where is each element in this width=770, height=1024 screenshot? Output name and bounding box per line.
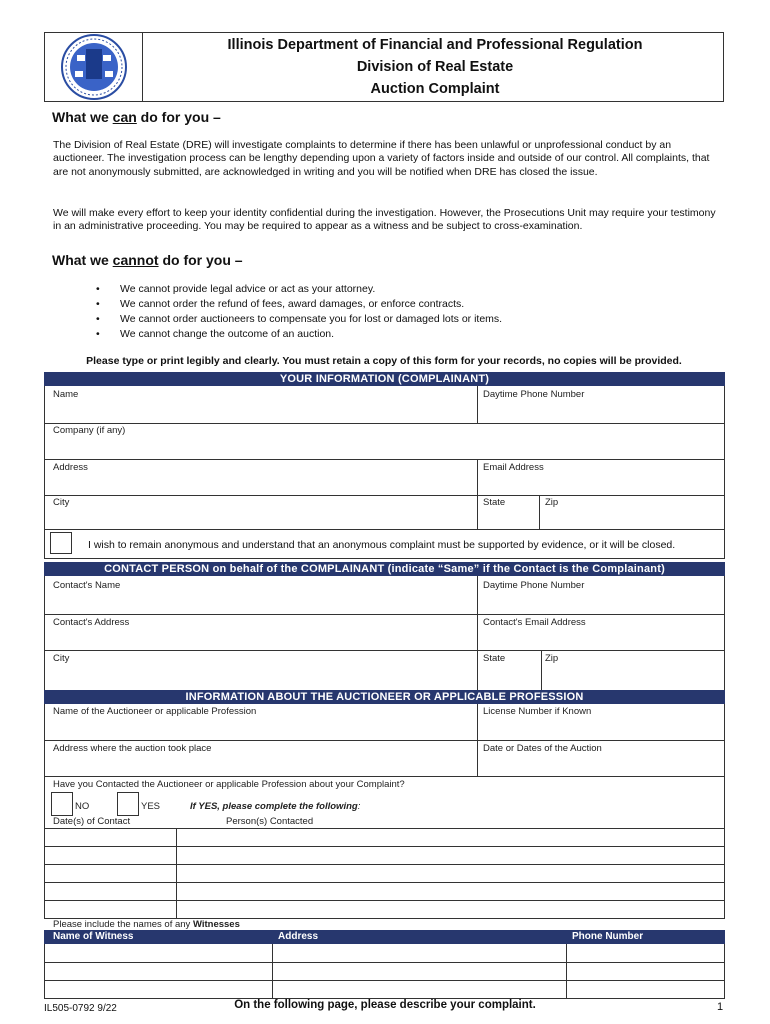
cannot-item: • We cannot order the refund of fees, award damages, or enforce contracts.	[96, 297, 502, 312]
witness-column-divider	[272, 944, 273, 998]
contact-address-field[interactable]: Contact's Address	[53, 617, 130, 628]
form-id: IL505-0792 9/22	[44, 1003, 117, 1014]
form-left-border	[44, 704, 45, 918]
license-number-field[interactable]: License Number if Known	[483, 706, 592, 717]
row-divider	[44, 423, 725, 424]
row-divider	[44, 650, 725, 651]
contacted-question: Have you Contacted the Auctioneer or applicable Profession about your Complaint?	[53, 779, 405, 790]
contact-log-row	[44, 828, 725, 829]
form-left-border	[44, 944, 45, 998]
row-divider	[44, 495, 725, 496]
zip-field[interactable]: Zip	[545, 497, 559, 508]
witness-table-header	[44, 930, 725, 944]
contacted-no-checkbox[interactable]	[51, 792, 73, 816]
city-field[interactable]: City	[53, 497, 70, 508]
contact-name-field[interactable]: Contact's Name	[53, 580, 121, 591]
contact-phone-field[interactable]: Daytime Phone Number	[483, 580, 585, 591]
contact-log-row	[44, 864, 725, 865]
auctioneer-name-field[interactable]: Name of the Auctioneer or applicable Profession	[53, 706, 257, 717]
row-divider	[44, 558, 725, 559]
if-yes-text: If YES, please complete the following	[190, 801, 358, 812]
contact-log-divider	[176, 828, 177, 918]
agency-title: Illinois Department of Financial and Professional Regulation	[227, 37, 643, 53]
witnesses-intro-bold: Witnesses	[192, 919, 240, 930]
can-heading-post: do for you –	[136, 109, 221, 125]
cannot-heading-underlined: cannot	[112, 252, 159, 268]
if-yes-instruction	[190, 801, 360, 812]
cannot-heading	[52, 252, 243, 268]
row-divider	[44, 614, 725, 615]
contact-zip-field[interactable]: Zip	[545, 653, 559, 664]
auction-address-field[interactable]: Address where the auction took place	[53, 743, 212, 754]
state-zip-divider	[541, 650, 542, 690]
state-zip-divider	[539, 495, 540, 529]
row-divider	[44, 740, 725, 741]
state-field[interactable]: State	[483, 497, 506, 508]
cannot-list	[96, 282, 502, 342]
address-field[interactable]: Address	[53, 462, 88, 473]
daytime-phone-field[interactable]: Daytime Phone Number	[483, 389, 585, 400]
form-left-border	[44, 576, 45, 690]
form-left-border	[44, 386, 45, 558]
form-right-border	[724, 576, 725, 690]
yes-label: YES	[141, 801, 161, 812]
name-phone-divider	[477, 386, 478, 423]
form-right-border	[724, 386, 725, 558]
contacted-yes-checkbox[interactable]	[117, 792, 139, 816]
form-right-border	[724, 944, 725, 998]
anonymous-label: I wish to remain anonymous and understand that an anonymous complaint must be supported by evidence, or it will be closed.	[88, 539, 676, 551]
contact-column-divider	[477, 576, 478, 690]
contact-log-row	[44, 900, 725, 901]
witness-row	[44, 962, 725, 963]
next-page-note: On the following page, please describe your complaint.	[234, 999, 536, 1011]
witness-phone-column: Phone Number	[572, 931, 644, 942]
division-title: Division of Real Estate	[356, 59, 514, 75]
witnesses-intro-text: Please include the names of any	[53, 919, 193, 930]
header-divider	[142, 32, 143, 102]
can-heading-underlined: can	[112, 109, 137, 125]
contact-log-row	[44, 882, 725, 883]
form-right-border	[724, 704, 725, 918]
contact-state-field[interactable]: State	[483, 653, 506, 664]
witness-name-column: Name of Witness	[53, 931, 134, 942]
idfpr-seal-logo	[55, 33, 133, 101]
auction-dates-field[interactable]: Date or Dates of the Auction	[483, 743, 602, 754]
can-paragraph-2: We will make every effort to keep your identity confidential during the investigation. However, the Prosecutions Unit may require your testimony in an administrative proceeding. You may be required to appear as a witness and be subject to cross-examination.	[53, 207, 716, 233]
name-field[interactable]: Name	[53, 389, 79, 400]
row-divider	[44, 776, 725, 777]
contact-person-bar: CONTACT PERSON on behalf of the COMPLAINANT (indicate “Same” if the Contact is the Complainant)	[44, 562, 725, 576]
retain-copy-notice: Please type or print legibly and clearly. You must retain a copy of this form for your records, no copies will be provided.	[86, 355, 682, 367]
if-yes-colon: :	[357, 801, 361, 812]
witness-row	[44, 980, 725, 981]
auctioneer-information-bar: INFORMATION ABOUT THE AUCTIONEER OR APPLICABLE PROFESSION	[44, 690, 725, 704]
cannot-heading-post: do for you –	[158, 252, 243, 268]
cannot-item: • We cannot order auctioneers to compensate you for lost or damaged lots or items.	[96, 312, 502, 327]
company-field[interactable]: Company (if any)	[53, 425, 126, 436]
contact-log-row	[44, 846, 725, 847]
form-title: Auction Complaint	[370, 81, 500, 97]
dates-of-contact-label: Date(s) of Contact	[53, 816, 131, 827]
persons-contacted-label: Person(s) Contacted	[226, 816, 314, 827]
cannot-item: • We cannot provide legal advice or act as your attorney.	[96, 282, 502, 297]
contact-city-field[interactable]: City	[53, 653, 70, 664]
can-heading	[52, 109, 221, 125]
witnesses-intro	[53, 919, 240, 930]
can-paragraph-1: The Division of Real Estate (DRE) will investigate complaints to determine if there has been unlawful or unprofessional conduct by an auctioneer. The investigation process can be lengthy depending upon a variety of factors inside and outside of our control. All complaints, that are not anonymously submitted, are acknowledged in writing and you will be notified when DRE has closed the issue.	[53, 139, 710, 178]
page-number: 1	[717, 1001, 724, 1013]
witness-address-column: Address	[278, 931, 319, 942]
row-divider	[44, 529, 725, 530]
witness-column-divider	[566, 944, 567, 998]
your-information-bar: YOUR INFORMATION (COMPLAINANT)	[44, 372, 725, 386]
anonymous-checkbox[interactable]	[50, 532, 72, 554]
no-label: NO	[75, 801, 90, 812]
address-email-divider	[477, 459, 478, 529]
contact-email-field[interactable]: Contact's Email Address	[483, 617, 586, 628]
row-divider	[44, 459, 725, 460]
cannot-heading-pre: What we	[52, 252, 113, 268]
can-heading-pre: What we	[52, 109, 113, 125]
email-field[interactable]: Email Address	[483, 462, 544, 473]
cannot-item: • We cannot change the outcome of an auction.	[96, 327, 502, 342]
